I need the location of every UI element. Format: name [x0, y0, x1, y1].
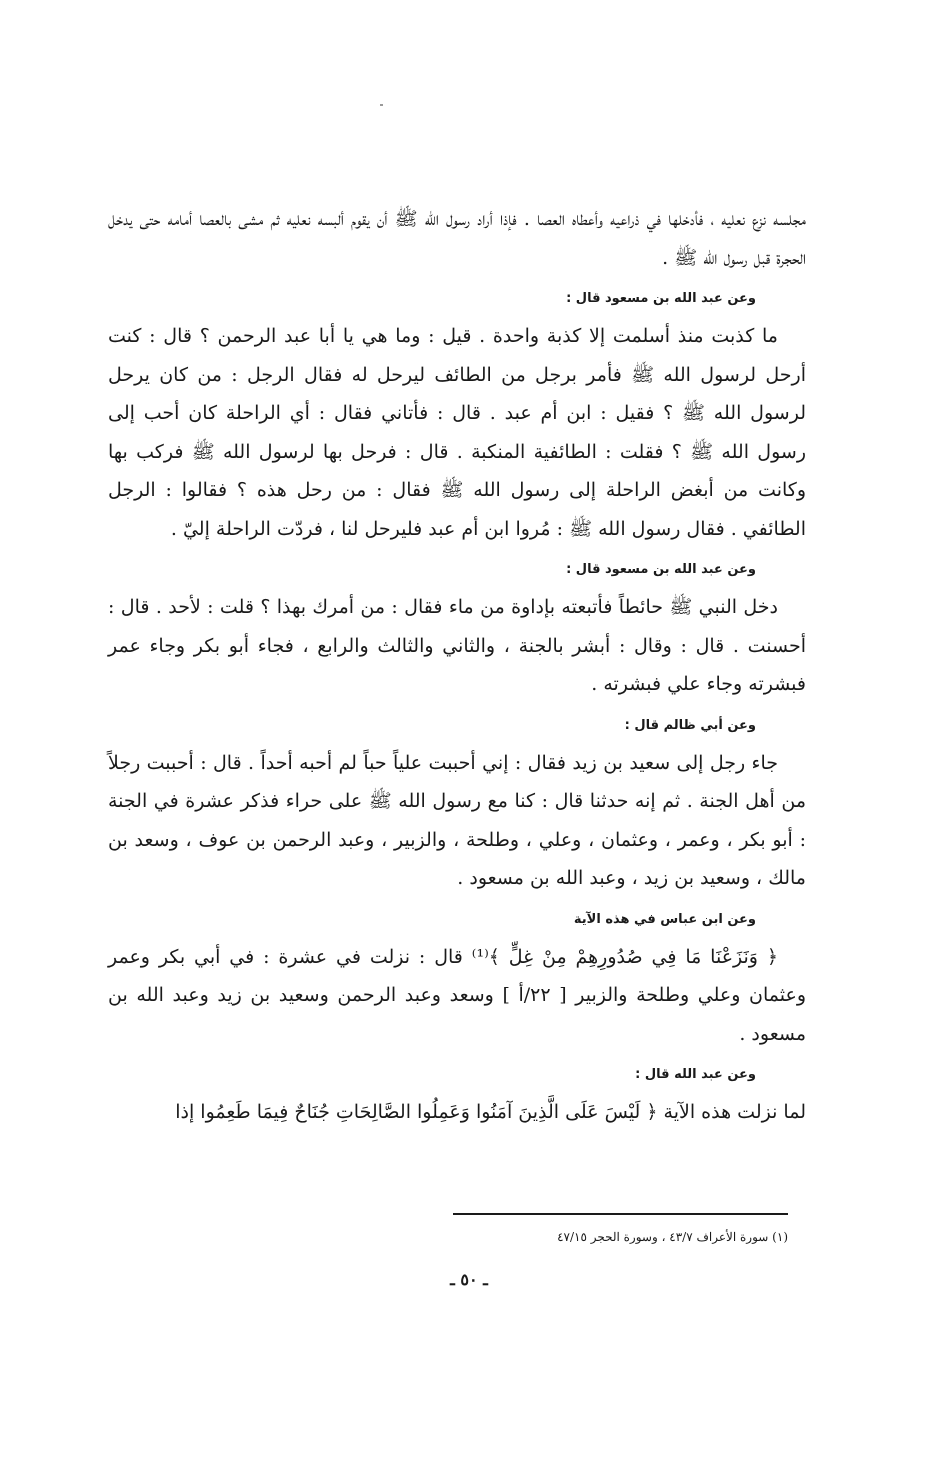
paragraph-2: ما كذبت منذ أسلمت إلا كذبة واحدة . قيل : وما هي يا أبا عبد الرحمن ؟ قال : كنت أرحل لرسول الله ﷺ فأمر برجل من الطائف ليرحل له فقال الرجل : من كان يرحل لرسول الله ﷺ ؟ فقيل : ابن أم عبد . قال : فأتاني فقال : أي الراحلة كان أحب إلى رسول الله ﷺ ؟ فقلت : الطائفية المنكبة . قال : فرحل بها لرسول الله ﷺ فركب بها وكانت من أبغض الراحلة إلى رسول الله ﷺ فقال : من رحل هذه ؟ فقالوا : الرجل الطائفي . فقال رسول الله ﷺ : مُروا ابن أم عبد فليرحل لنا ، فردّت الراحلة إليّ . [108, 325, 806, 540]
narration-heading-4: وعن ابن عباس في هذه الآية [573, 911, 756, 927]
narration-heading-3: وعن أبي ظالم قال : [624, 717, 756, 733]
narration-heading-2: وعن عبد الله بن مسعود قال : [566, 562, 756, 577]
narration-heading-1: وعن عبد الله بن مسعود قال : [566, 291, 756, 306]
narration-heading-5: وعن عبد الله قال : [635, 1067, 756, 1082]
footnote: (١) سورة الأعراف ٤٣/٧ ، وسورة الحجر ٤٧/١٥ [557, 1230, 788, 1244]
paragraph-6: لما نزلت هذه الآية ﴿ لَيْسَ عَلَى الَّذِينَ آمَنُوا وَعَمِلُوا الصَّالِحَاتِ جُنَاحٌ فِيمَا طَعِمُوا إذا [175, 1101, 806, 1123]
paragraph-3: دخل النبي ﷺ حائطاً فأتبعته بإداوة من ماء فقال : من أمرك بهذا ؟ قلت : لأحد . قال : أحسنت . قال : وقال : أبشر بالجنة ، والثاني والثالث والرابع ، فجاء أبو بكر وجاء عمر فبشرته وجاء علي فبشرته . [108, 596, 806, 695]
scan-speck [380, 104, 383, 106]
paragraph-1: مجلسه نزع نعليه ، فأدخلها في ذراعيه وأعطاه العصا . فإذا أراد رسول الله ﷺ أن يقوم ألبسه نعليه ثم مشى بالعصا أمامه حتى يدخل الحجرة قبل رسول الله ﷺ . [108, 208, 806, 269]
main-text [108, 200, 806, 1132]
paragraph-4: جاء رجل إلى سعيد بن زيد فقال : إني أحببت علياً حباً لم أحبه أحداً . قال : أحببت رجلاً من أهل الجنة . ثم إنه حدثنا قال : كنا مع رسول الله ﷺ على حراء فذكر عشرة في الجنة : أبو بكر ، وعمر ، وعثمان ، وعلي ، وطلحة ، والزبير ، وعبد الرحمن بن عوف ، وسعد بن مالك ، وسعيد بن زيد ، وعبد الله بن مسعود . [108, 751, 806, 889]
page-number: ـ ٥٠ ـ [450, 1270, 488, 1289]
footnote-divider [453, 1213, 788, 1215]
paragraph-5: ﴿ وَنَزَعْنَا مَا فِي صُدُورِهِمْ مِنْ غِلٍّ ﴾⁽¹⁾ قال : نزلت في عشرة : في أبي بكر وعمر وعثمان وعلي وطلحة والزبير [ ٢٢/أ ] وسعد وعبد الرحمن وسعيد بن زيد وعبد الله بن مسعود . [108, 945, 806, 1045]
